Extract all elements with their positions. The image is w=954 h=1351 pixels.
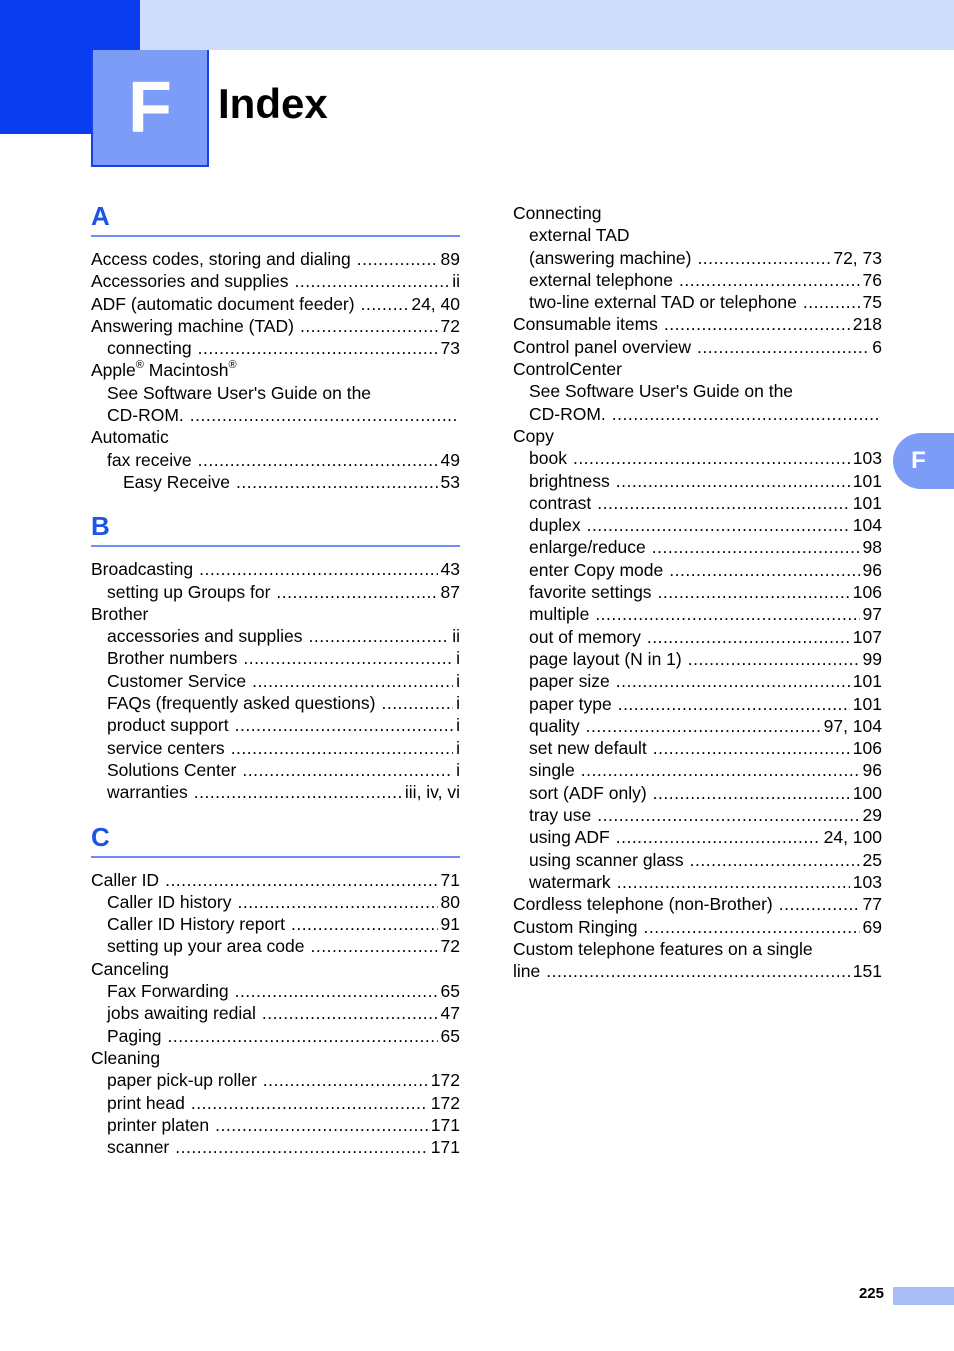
index-entry: Consumable items ..... 218 — [513, 313, 882, 335]
index-subentry: using ADF ..... 24, 100 — [513, 826, 882, 848]
page-ref[interactable]: 72 — [440, 315, 460, 336]
chapter-letter-box — [91, 50, 209, 167]
index-entry: Caller ID ..... 71 — [91, 869, 460, 891]
index-subentry: CD-ROM. ..... — [91, 404, 460, 426]
index-entry: Canceling — [91, 958, 169, 979]
header-band — [0, 0, 954, 50]
page-ref[interactable]: 65 — [440, 981, 460, 1002]
page-ref[interactable]: 49 — [440, 449, 460, 470]
page-ref[interactable]: 6 — [872, 336, 882, 357]
index-subentry: Fax Forwarding ..... 65 — [91, 980, 460, 1002]
index-subentry: watermark ..... 103 — [513, 871, 882, 893]
index-entry: Connecting — [513, 203, 602, 223]
index-entry: Automatic — [91, 427, 169, 448]
page-ref[interactable]: i — [456, 648, 460, 669]
index-subentry: out of memory ..... 107 — [513, 626, 882, 648]
index-subentry: Customer Service ..... i — [91, 670, 460, 692]
page-ref[interactable]: 24, 40 — [411, 293, 460, 314]
page-ref[interactable]: 172 — [430, 1092, 460, 1113]
page-ref[interactable]: 171 — [430, 1114, 460, 1135]
index-subentry: single ..... 96 — [513, 759, 882, 781]
page-ref[interactable]: 72, 73 — [833, 247, 882, 268]
page-ref[interactable]: 97, 104 — [823, 715, 882, 736]
section-heading-b: B — [91, 511, 110, 542]
page-ref[interactable]: i — [456, 670, 460, 691]
page-ref[interactable]: 89 — [440, 249, 460, 269]
page-number: 225 — [858, 1285, 884, 1302]
index-subentry: external TAD — [529, 225, 630, 246]
section-heading-a: A — [91, 201, 110, 231]
index-subentry: fax receive ..... 49 — [91, 449, 460, 471]
index-subentry: paper pick-up roller ..... 172 — [91, 1069, 460, 1091]
index-subentry: tray use ..... 29 — [513, 804, 882, 826]
index-entry: Broadcasting ..... 43 — [91, 558, 460, 580]
index-subentry: paper type ..... 101 — [513, 693, 882, 715]
index-subentry: quality ..... 97, 104 — [513, 715, 882, 737]
index-entry: Answering machine (TAD) ..... 72 — [91, 315, 460, 337]
index-subentry: duplex ..... 104 — [513, 514, 882, 536]
page-ref[interactable]: 101 — [852, 693, 882, 714]
index-subentry: printer platen ..... 171 — [91, 1114, 460, 1136]
index-subentry: Solutions Center ..... i — [91, 759, 460, 781]
index-entry: ADF (automatic document feeder) ..... 24, 40 — [91, 293, 460, 315]
index-subentry: jobs awaiting redial ..... 47 — [91, 1002, 460, 1024]
page-ref[interactable]: 101 — [852, 470, 882, 491]
page-ref[interactable]: iii, iv, vi — [404, 782, 460, 803]
index-entry: Cordless telephone (non-Brother) ..... 77 — [513, 893, 882, 915]
index-entry: Custom Ringing ..... 69 — [513, 916, 882, 938]
index-subentry: enter Copy mode ..... 96 — [513, 559, 882, 581]
page-ref[interactable]: ii — [452, 626, 460, 647]
chapter-side-tab — [893, 433, 954, 489]
page-ref[interactable]: 100 — [852, 782, 882, 803]
index-subentry: warranties ..... iii, iv, vi — [91, 781, 460, 803]
page-ref[interactable]: 91 — [440, 914, 460, 935]
index-subentry: two-line external TAD or telephone ..... 75 — [513, 291, 882, 313]
index-subentry: favorite settings ..... 106 — [513, 581, 882, 603]
index-subentry: (answering machine) ..... 72, 73 — [513, 247, 882, 269]
index-entry: Custom telephone features on a single — [513, 938, 813, 959]
page-ref[interactable]: 24, 100 — [823, 827, 882, 848]
index-subentry: See Software User's Guide on the — [107, 382, 372, 403]
index-subentry: accessories and supplies ..... ii — [91, 625, 460, 647]
index-entry: ControlCenter — [513, 359, 622, 380]
index-subentry: paper size ..... 101 — [513, 670, 882, 692]
index-entry: Access codes, storing and dialing ..... 89 — [91, 248, 460, 270]
page-ref[interactable]: i — [456, 737, 460, 758]
section-heading-c: C — [91, 821, 110, 852]
page-ref[interactable]: 99 — [862, 648, 882, 669]
page-ref[interactable]: 80 — [440, 891, 460, 912]
page-ref[interactable]: 75 — [862, 292, 882, 313]
page-ref[interactable]: 69 — [862, 916, 882, 937]
index-entry: line ..... 151 — [513, 960, 882, 982]
page-ref[interactable]: 171 — [430, 1137, 460, 1158]
page-ref[interactable]: 53 — [440, 471, 460, 492]
page-ref[interactable]: i — [456, 759, 460, 780]
page-ref[interactable]: 97 — [862, 604, 882, 625]
page-ref[interactable]: 101 — [852, 492, 882, 513]
page-ref[interactable]: 107 — [852, 626, 882, 647]
page-ref[interactable]: 103 — [852, 871, 882, 892]
page-ref[interactable]: 172 — [430, 1070, 460, 1091]
chapter-letter: F — [128, 67, 172, 148]
page-ref[interactable]: 98 — [862, 537, 882, 558]
page-ref[interactable]: 103 — [852, 448, 882, 469]
page-ref[interactable]: 43 — [440, 559, 460, 580]
page-number-bar — [893, 1287, 954, 1305]
index-subentry: book ..... 103 — [513, 447, 882, 469]
index-entry: Accessories and supplies ..... ii — [91, 270, 460, 292]
index-entry: Brother — [91, 603, 149, 624]
page-ref[interactable]: ii — [452, 271, 460, 292]
index-subentry: print head ..... 172 — [91, 1092, 460, 1114]
index-subentry: multiple ..... 97 — [513, 603, 882, 625]
section-divider — [91, 856, 460, 858]
index-subentry: page layout (N in 1) ..... 99 — [513, 648, 882, 670]
index-subentry: setting up Groups for ..... 87 — [91, 581, 460, 603]
page-ref[interactable]: 72 — [440, 936, 460, 957]
index-subentry: Easy Receive ..... 53 — [91, 471, 460, 493]
page-ref[interactable]: 65 — [440, 1025, 460, 1046]
index-subentry: enlarge/reduce ..... 98 — [513, 536, 882, 558]
index-entry: Control panel overview ..... 6 — [513, 336, 882, 358]
index-entry: Apple® Macintosh® — [91, 358, 237, 381]
index-subentry: sort (ADF only) ..... 100 — [513, 782, 882, 804]
index-column-right — [513, 202, 882, 982]
page-title: Index — [218, 80, 328, 127]
page-ref[interactable]: 77 — [862, 894, 882, 915]
page-ref[interactable]: 73 — [440, 338, 460, 359]
page-ref[interactable]: 29 — [862, 805, 882, 826]
index-subentry: CD-ROM. ..... — [513, 403, 882, 425]
page-ref[interactable]: i — [456, 715, 460, 736]
page-ref[interactable]: 218 — [852, 314, 882, 335]
index-subentry: Paging ..... 65 — [91, 1025, 460, 1047]
page-ref[interactable]: 106 — [852, 738, 882, 759]
index-subentry: external telephone ..... 76 — [513, 269, 882, 291]
index-subentry: scanner ..... 171 — [91, 1136, 460, 1158]
index-subentry: brightness ..... 101 — [513, 470, 882, 492]
index-subentry: set new default ..... 106 — [513, 737, 882, 759]
page-ref[interactable]: 96 — [862, 559, 882, 580]
section-divider — [91, 545, 460, 547]
index-subentry: using scanner glass ..... 25 — [513, 849, 882, 871]
side-tab-letter: F — [911, 447, 926, 474]
index-subentry: product support ..... i — [91, 714, 460, 736]
page-ref[interactable]: 71 — [440, 869, 460, 890]
index-subentry: Brother numbers ..... i — [91, 647, 460, 669]
page-ref[interactable]: 101 — [852, 671, 882, 692]
page-ref[interactable]: 25 — [862, 849, 882, 870]
page-ref[interactable]: 151 — [852, 961, 882, 982]
page-ref[interactable]: 106 — [852, 582, 882, 603]
index-subentry: setting up your area code ..... 72 — [91, 935, 460, 957]
page-ref[interactable]: 47 — [440, 1003, 460, 1024]
index-subentry: See Software User's Guide on the — [529, 381, 794, 402]
index-column-left — [91, 200, 460, 1158]
page-ref[interactable]: 87 — [440, 581, 460, 602]
page-ref[interactable]: 96 — [862, 760, 882, 781]
section-divider — [91, 235, 460, 237]
page-ref[interactable]: i — [456, 693, 460, 714]
index-subentry: Caller ID History report ..... 91 — [91, 913, 460, 935]
index-subentry: service centers ..... i — [91, 737, 460, 759]
index-subentry: Caller ID history ..... 80 — [91, 891, 460, 913]
index-entry: Copy — [513, 425, 554, 446]
page-ref[interactable]: 76 — [862, 269, 882, 290]
index-subentry: FAQs (frequently asked questions) ..... i — [91, 692, 460, 714]
page-ref[interactable]: 104 — [852, 515, 882, 536]
index-subentry: connecting ..... 73 — [91, 337, 460, 359]
index-entry: Cleaning — [91, 1047, 161, 1068]
index-subentry: contrast ..... 101 — [513, 492, 882, 514]
